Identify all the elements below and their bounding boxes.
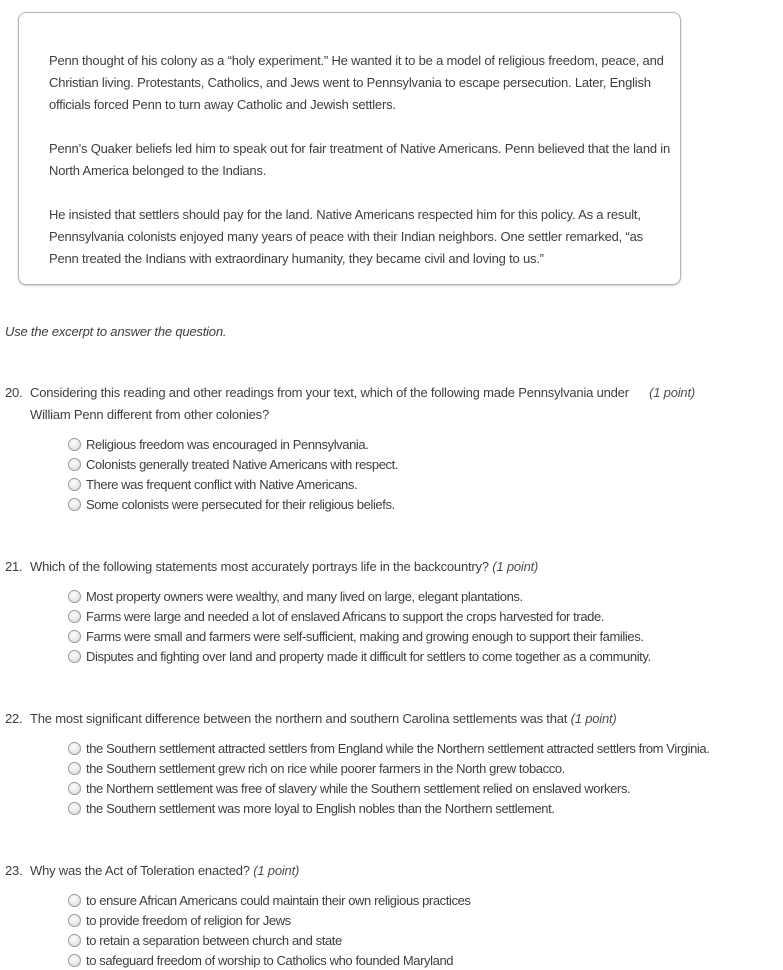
question-text-main: Which of the following statements most accurately portrays life in the backcountry? bbox=[30, 559, 489, 574]
options-list bbox=[68, 434, 783, 514]
option-row[interactable] bbox=[68, 454, 783, 474]
points-label: (1 point) bbox=[253, 863, 300, 878]
radio-button[interactable] bbox=[68, 590, 81, 603]
radio-button[interactable] bbox=[68, 438, 81, 451]
question-text bbox=[30, 382, 695, 426]
option-row[interactable] bbox=[68, 778, 783, 798]
option-label[interactable]: to ensure African Americans could maintain their own religious practices bbox=[86, 892, 471, 908]
radio-button[interactable] bbox=[68, 478, 81, 491]
points-label: (1 point) bbox=[570, 711, 617, 726]
radio-button[interactable] bbox=[68, 630, 81, 643]
options-list bbox=[68, 890, 783, 970]
points-label: (1 point) bbox=[492, 559, 539, 574]
excerpt-paragraph: He insisted that settlers should pay for the land. Native Americans respected him for this policy. As a result, Pennsylvania colonists enjoyed many years of peace with their Indian neighbors. One settler remarked, “as Penn treated the Indians with extraordinary humanity, they became civil and loving to us.” bbox=[49, 207, 643, 266]
excerpt-paragraph: Penn’s Quaker beliefs led him to speak out for fair treatment of Native Americans. Penn believed that the land in North America belonged to the Indians. bbox=[49, 141, 671, 178]
question-text bbox=[30, 708, 617, 730]
radio-button[interactable] bbox=[68, 610, 81, 623]
excerpt-panel bbox=[18, 12, 681, 285]
option-row[interactable] bbox=[68, 738, 783, 758]
option-label[interactable]: the Northern settlement was free of slavery while the Southern settlement relied on enslaved workers. bbox=[86, 780, 631, 796]
excerpt-paragraph: Penn thought of his colony as a “holy experiment.” He wanted it to be a model of religious freedom, peace, and Christian living. Protestants, Catholics, and Jews went to Pennsylvania to escape persecution. Later, English officials forced Penn to turn away Catholic and Jewish settlers. bbox=[49, 53, 664, 112]
question-header bbox=[5, 382, 783, 426]
option-row[interactable] bbox=[68, 950, 783, 970]
option-label[interactable]: the Southern settlement was more loyal to English nobles than the Northern settlement. bbox=[86, 800, 555, 816]
options-list bbox=[68, 738, 783, 818]
questions-area bbox=[0, 285, 783, 970]
radio-button[interactable] bbox=[68, 934, 81, 947]
option-row[interactable] bbox=[68, 606, 783, 626]
question-number: 21. bbox=[5, 559, 23, 574]
option-label[interactable]: to retain a separation between church and state bbox=[86, 932, 342, 948]
option-row[interactable] bbox=[68, 798, 783, 818]
radio-button[interactable] bbox=[68, 762, 81, 775]
radio-button[interactable] bbox=[68, 782, 81, 795]
radio-button[interactable] bbox=[68, 954, 81, 967]
radio-button[interactable] bbox=[68, 498, 81, 511]
option-row[interactable] bbox=[68, 890, 783, 910]
option-row[interactable] bbox=[68, 586, 783, 606]
option-label[interactable]: Farms were large and needed a lot of enslaved Africans to support the crops harvested for trade. bbox=[86, 608, 605, 624]
question-23 bbox=[5, 860, 783, 970]
option-label[interactable]: Colonists generally treated Native Americans with respect. bbox=[86, 456, 399, 472]
question-number: 23. bbox=[5, 863, 23, 878]
option-row[interactable] bbox=[68, 930, 783, 950]
option-label[interactable]: to provide freedom of religion for Jews bbox=[86, 912, 291, 928]
question-text-main: The most significant difference between the northern and southern Carolina settlements was that bbox=[30, 711, 568, 726]
question-text-main: Considering this reading and other readings from your text, which of the following made Pennsylvania under William Penn different from other colonies? bbox=[30, 385, 629, 422]
radio-button[interactable] bbox=[68, 914, 81, 927]
question-number: 22. bbox=[5, 711, 23, 726]
radio-button[interactable] bbox=[68, 742, 81, 755]
option-row[interactable] bbox=[68, 646, 783, 666]
option-row[interactable] bbox=[68, 626, 783, 646]
radio-button[interactable] bbox=[68, 894, 81, 907]
question-20 bbox=[5, 382, 783, 514]
question-text-main: Why was the Act of Toleration enacted? bbox=[30, 863, 250, 878]
options-list bbox=[68, 586, 783, 666]
option-row[interactable] bbox=[68, 494, 783, 514]
option-row[interactable] bbox=[68, 910, 783, 930]
question-number: 20. bbox=[5, 385, 23, 400]
option-label[interactable]: Farms were small and farmers were self-sufficient, making and growing enough to support their families. bbox=[86, 628, 644, 644]
radio-button[interactable] bbox=[68, 458, 81, 471]
option-label[interactable]: Some colonists were persecuted for their religious beliefs. bbox=[86, 496, 395, 512]
option-label[interactable]: Most property owners were wealthy, and many lived on large, elegant plantations. bbox=[86, 588, 523, 604]
radio-button[interactable] bbox=[68, 650, 81, 663]
question-header bbox=[5, 860, 783, 882]
question-21 bbox=[5, 556, 783, 666]
option-label[interactable]: to safeguard freedom of worship to Catholics who founded Maryland bbox=[86, 952, 454, 968]
question-22 bbox=[5, 708, 783, 818]
question-text bbox=[30, 556, 538, 578]
option-label[interactable]: Disputes and fighting over land and property made it difficult for settlers to come together as a community. bbox=[86, 648, 651, 664]
question-text bbox=[30, 860, 299, 882]
option-label[interactable]: Religious freedom was encouraged in Pennsylvania. bbox=[86, 436, 369, 452]
option-row[interactable] bbox=[68, 758, 783, 778]
option-label[interactable]: the Southern settlement grew rich on rice while poorer farmers in the North grew tobacco. bbox=[86, 760, 565, 776]
option-label[interactable]: the Southern settlement attracted settlers from England while the Northern settlement attracted settlers from Virginia. bbox=[86, 740, 710, 756]
radio-button[interactable] bbox=[68, 802, 81, 815]
question-header bbox=[5, 708, 783, 730]
option-label[interactable]: There was frequent conflict with Native Americans. bbox=[86, 476, 358, 492]
option-row[interactable] bbox=[68, 474, 783, 494]
option-row[interactable] bbox=[68, 434, 783, 454]
instruction-text: Use the excerpt to answer the question. bbox=[5, 324, 227, 339]
points-label: (1 point) bbox=[649, 385, 695, 400]
question-header bbox=[5, 556, 783, 578]
